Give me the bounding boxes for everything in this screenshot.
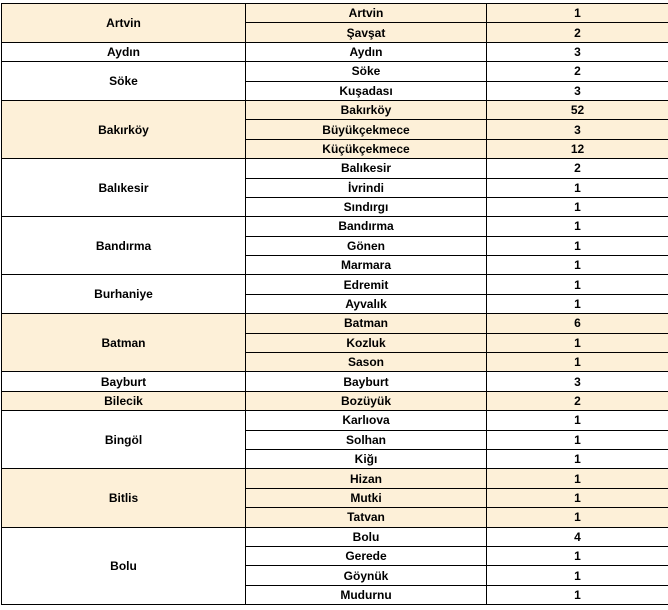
district-cell: Bayburt [246,372,487,391]
district-cell: Balıkesir [246,159,487,178]
district-cell: Büyükçekmece [246,120,487,139]
group-name-cell: Bolu [2,527,246,605]
count-cell: 1 [487,585,668,604]
group-name-cell: Söke [2,62,246,101]
count-cell: 4 [487,527,668,546]
count-cell: 2 [487,391,668,410]
count-cell: 1 [487,294,668,313]
count-cell: 1 [487,508,668,527]
group-name-cell: Aydın [2,42,246,61]
count-cell: 3 [487,81,668,100]
district-cell: Bozüyük [246,391,487,410]
district-cell: Söke [246,62,487,81]
count-cell: 2 [487,23,668,42]
district-cell: Göynük [246,566,487,585]
district-cell: Bolu [246,527,487,546]
count-cell: 6 [487,314,668,333]
group-name-cell: Bayburt [2,372,246,391]
table-row [2,4,668,23]
count-cell: 1 [487,430,668,449]
district-cell: Tatvan [246,508,487,527]
district-cell: Karlıova [246,411,487,430]
district-cell: Aydın [246,42,487,61]
group-name-cell: Batman [2,314,246,372]
count-cell: 3 [487,120,668,139]
count-cell: 1 [487,469,668,488]
district-cell: Mutki [246,488,487,507]
table-row [2,62,668,81]
district-cell: Kozluk [246,333,487,352]
table-body [2,4,668,605]
count-cell: 1 [487,449,668,468]
district-cell: Batman [246,314,487,333]
count-cell: 12 [487,139,668,158]
district-cell: Gerede [246,546,487,565]
count-cell: 1 [487,4,668,23]
district-cell: Bandırma [246,217,487,236]
count-cell: 1 [487,411,668,430]
count-cell: 2 [487,159,668,178]
district-cell: Marmara [246,256,487,275]
count-cell: 1 [487,236,668,255]
group-name-cell: Bakırköy [2,100,246,158]
district-cell: Küçükçekmece [246,139,487,158]
count-cell: 52 [487,100,668,119]
table-row [2,411,668,430]
count-cell: 1 [487,333,668,352]
count-cell: 3 [487,42,668,61]
group-name-cell: Burhaniye [2,275,246,314]
count-cell: 1 [487,546,668,565]
district-cell: Sason [246,353,487,372]
district-cell: Gönen [246,236,487,255]
table-row [2,217,668,236]
group-name-cell: Artvin [2,4,246,43]
count-cell: 1 [487,178,668,197]
count-cell: 1 [487,275,668,294]
table-row [2,100,668,119]
table-row [2,527,668,546]
count-cell: 1 [487,566,668,585]
district-cell: Mudurnu [246,585,487,604]
district-cell: Edremit [246,275,487,294]
group-name-cell: Bingöl [2,411,246,469]
count-cell: 2 [487,62,668,81]
table-row [2,275,668,294]
table-row [2,314,668,333]
count-cell: 1 [487,353,668,372]
table-row [2,372,668,391]
count-cell: 3 [487,372,668,391]
group-name-cell: Bilecik [2,391,246,410]
district-cell: Artvin [246,4,487,23]
group-name-cell: Balıkesir [2,159,246,217]
table-row [2,42,668,61]
district-cell: Ayvalık [246,294,487,313]
district-cell: Şavşat [246,23,487,42]
table-row [2,159,668,178]
count-cell: 1 [487,488,668,507]
district-cell: Sındırgı [246,197,487,216]
count-cell: 1 [487,256,668,275]
district-cell: Kiğı [246,449,487,468]
district-cell: Hizan [246,469,487,488]
court-district-table [1,3,668,605]
count-cell: 1 [487,217,668,236]
table-row [2,469,668,488]
group-name-cell: Bandırma [2,217,246,275]
district-cell: Bakırköy [246,100,487,119]
district-cell: Kuşadası [246,81,487,100]
district-cell: İvrindi [246,178,487,197]
count-cell: 1 [487,197,668,216]
group-name-cell: Bitlis [2,469,246,527]
district-cell: Solhan [246,430,487,449]
table-row [2,391,668,410]
